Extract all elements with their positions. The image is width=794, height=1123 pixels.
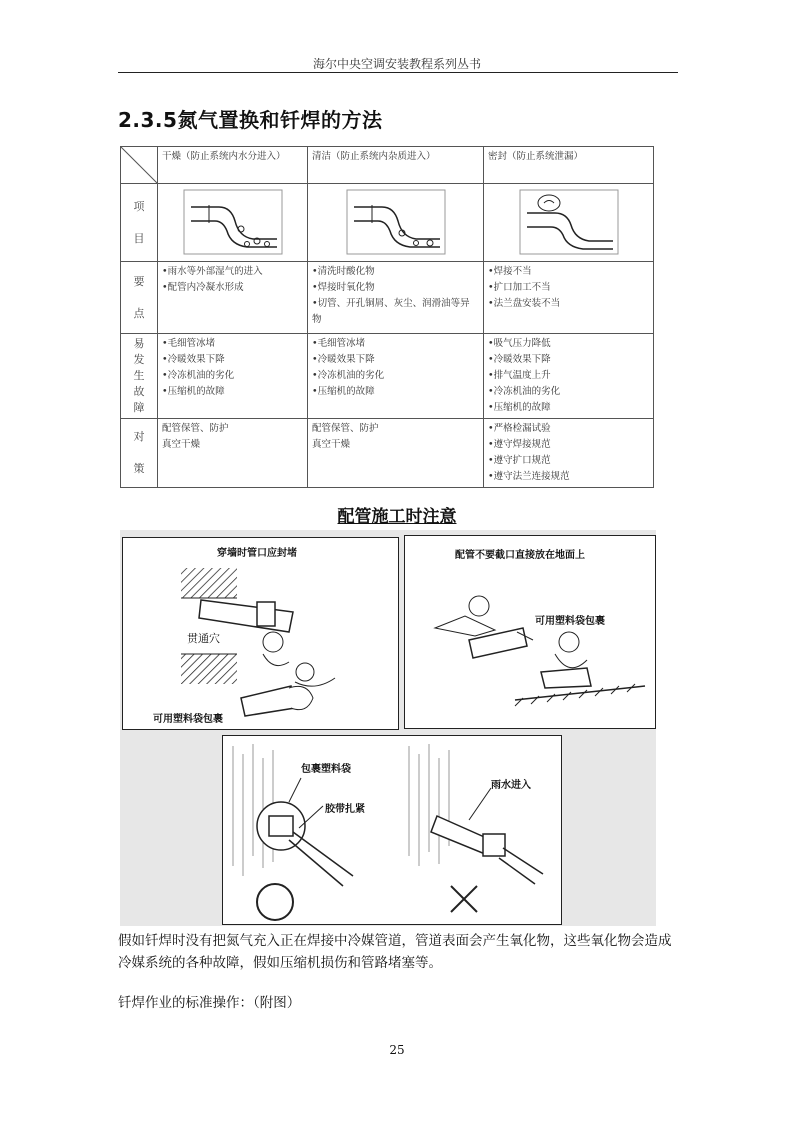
table-corner-cell — [121, 147, 158, 184]
list-item: •冷暖效果下降 — [488, 354, 551, 365]
list-item: •压缩机的故障 — [162, 386, 225, 397]
table-header-row — [121, 147, 654, 184]
page-number: 25 — [389, 1043, 405, 1057]
list-item: •冷冻机油的劣化 — [162, 370, 235, 381]
header-rule — [118, 72, 678, 73]
list-item: •冷冻机油的劣化 — [488, 386, 561, 397]
row-label-measures — [121, 419, 158, 488]
table-cell — [308, 262, 484, 334]
row-label-keypoints — [121, 262, 158, 334]
list-item: •严格检漏试验 — [488, 423, 551, 434]
table-cell — [158, 262, 308, 334]
list-item: •压缩机的故障 — [488, 402, 551, 413]
table-cell — [158, 334, 308, 419]
body-paragraph: 假如钎焊时没有把氮气充入正在焊接中冷媒管道，管道表面会产生氧化物，这些氧化物会造成冷媒系统的各种故障，假如压缩机损伤和管路堵塞等。 — [118, 933, 672, 971]
list-item: •遵守法兰连接规范 — [488, 471, 570, 482]
pipe-illustration-clean — [308, 184, 484, 262]
table-cell — [308, 419, 484, 488]
list-item: 真空干燥 — [162, 439, 201, 450]
pipe-on-ground-drawing — [405, 536, 655, 728]
panel1-caption-bottom: 可用塑料袋包裹 — [153, 714, 223, 725]
list-item: •法兰盘安装不当 — [488, 298, 561, 309]
table-cell — [484, 419, 654, 488]
panel3-label-bag: 包裹塑料袋 — [301, 764, 351, 775]
running-header: 海尔中央空调安装教程系列丛书 — [312, 57, 481, 71]
wall-penetration-drawing — [123, 538, 398, 729]
list-item: •排气温度上升 — [488, 370, 551, 381]
list-item: •焊接不当 — [488, 266, 532, 277]
panel2-caption-top: 配管不要截口直接放在地面上 — [455, 550, 585, 561]
panel1-label-hole: 贯通穴 — [187, 632, 220, 645]
row-label-failures — [121, 334, 158, 419]
illustration-rain-protection — [222, 735, 562, 925]
illustration-wall-penetration — [122, 537, 399, 730]
row-label: 对 策 — [133, 430, 145, 475]
list-item: •冷冻机油的劣化 — [312, 370, 385, 381]
list-item: •清洗时酸化物 — [312, 266, 375, 277]
wet-pipe-icon — [183, 189, 283, 255]
list-item: •吸气压力降低 — [488, 338, 551, 349]
illustration-pipe-on-ground — [404, 535, 656, 729]
table-cell — [484, 262, 654, 334]
list-item: 配管保管、防护 — [312, 423, 379, 434]
list-item: •扩口加工不当 — [488, 282, 551, 293]
list-item: 真空干燥 — [312, 439, 351, 450]
list-item: •冷暖效果下降 — [162, 354, 225, 365]
list-item: •雨水等外部湿气的进入 — [162, 266, 263, 277]
row-label: 易 发 生 故 障 — [133, 337, 145, 414]
list-item: •压缩机的故障 — [312, 386, 375, 397]
methods-table — [120, 146, 654, 488]
row-label-item — [121, 184, 158, 262]
notice-heading: 配管施工时注意 — [337, 507, 457, 527]
table-cell — [158, 419, 308, 488]
panel3-label-tape: 胶带扎紧 — [325, 804, 365, 815]
list-item: •毛细管冰堵 — [312, 338, 366, 349]
list-item: •焊接时氧化物 — [312, 282, 375, 293]
column-header-seal: 密封（防止系统泄漏） — [484, 147, 654, 184]
panel2-caption-side: 可用塑料袋包裹 — [535, 616, 605, 627]
list-item: •遵守扩口规范 — [488, 455, 551, 466]
body-paragraph: 钎焊作业的标准操作：（附图） — [118, 995, 301, 1011]
diagonal-line — [121, 147, 158, 184]
table-cell — [484, 334, 654, 419]
column-header-clean: 清洁（防止系统内杂质进入） — [308, 147, 484, 184]
table-row — [121, 334, 654, 419]
pipe-illustration-seal — [484, 184, 654, 262]
column-header-dry: 干燥（防止系统内水分进入） — [158, 147, 308, 184]
table-cell — [308, 334, 484, 419]
rain-protection-drawing — [223, 736, 561, 924]
list-item: •配管内冷凝水形成 — [162, 282, 244, 293]
list-item: •毛细管冰堵 — [162, 338, 216, 349]
panel1-caption-top: 穿墙时管口应封堵 — [217, 548, 297, 559]
section-heading: 2.3.5氮气置换和钎焊的方法 — [118, 108, 383, 132]
panel3-label-rain: 雨水进入 — [491, 780, 531, 791]
list-item: •切管、开孔铜屑、灰尘、润滑油等异物 — [312, 298, 470, 325]
pipe-illustration-dry — [158, 184, 308, 262]
leak-pipe-icon — [519, 189, 619, 255]
list-item: 配管保管、防护 — [162, 423, 229, 434]
list-item: •遵守焊接规范 — [488, 439, 551, 450]
row-label: 要 点 — [133, 274, 145, 320]
table-row — [121, 419, 654, 488]
dirty-pipe-icon — [346, 189, 446, 255]
list-item: •冷暖效果下降 — [312, 354, 375, 365]
table-row — [121, 262, 654, 334]
row-label: 项 目 — [133, 199, 145, 245]
table-row — [121, 184, 654, 262]
